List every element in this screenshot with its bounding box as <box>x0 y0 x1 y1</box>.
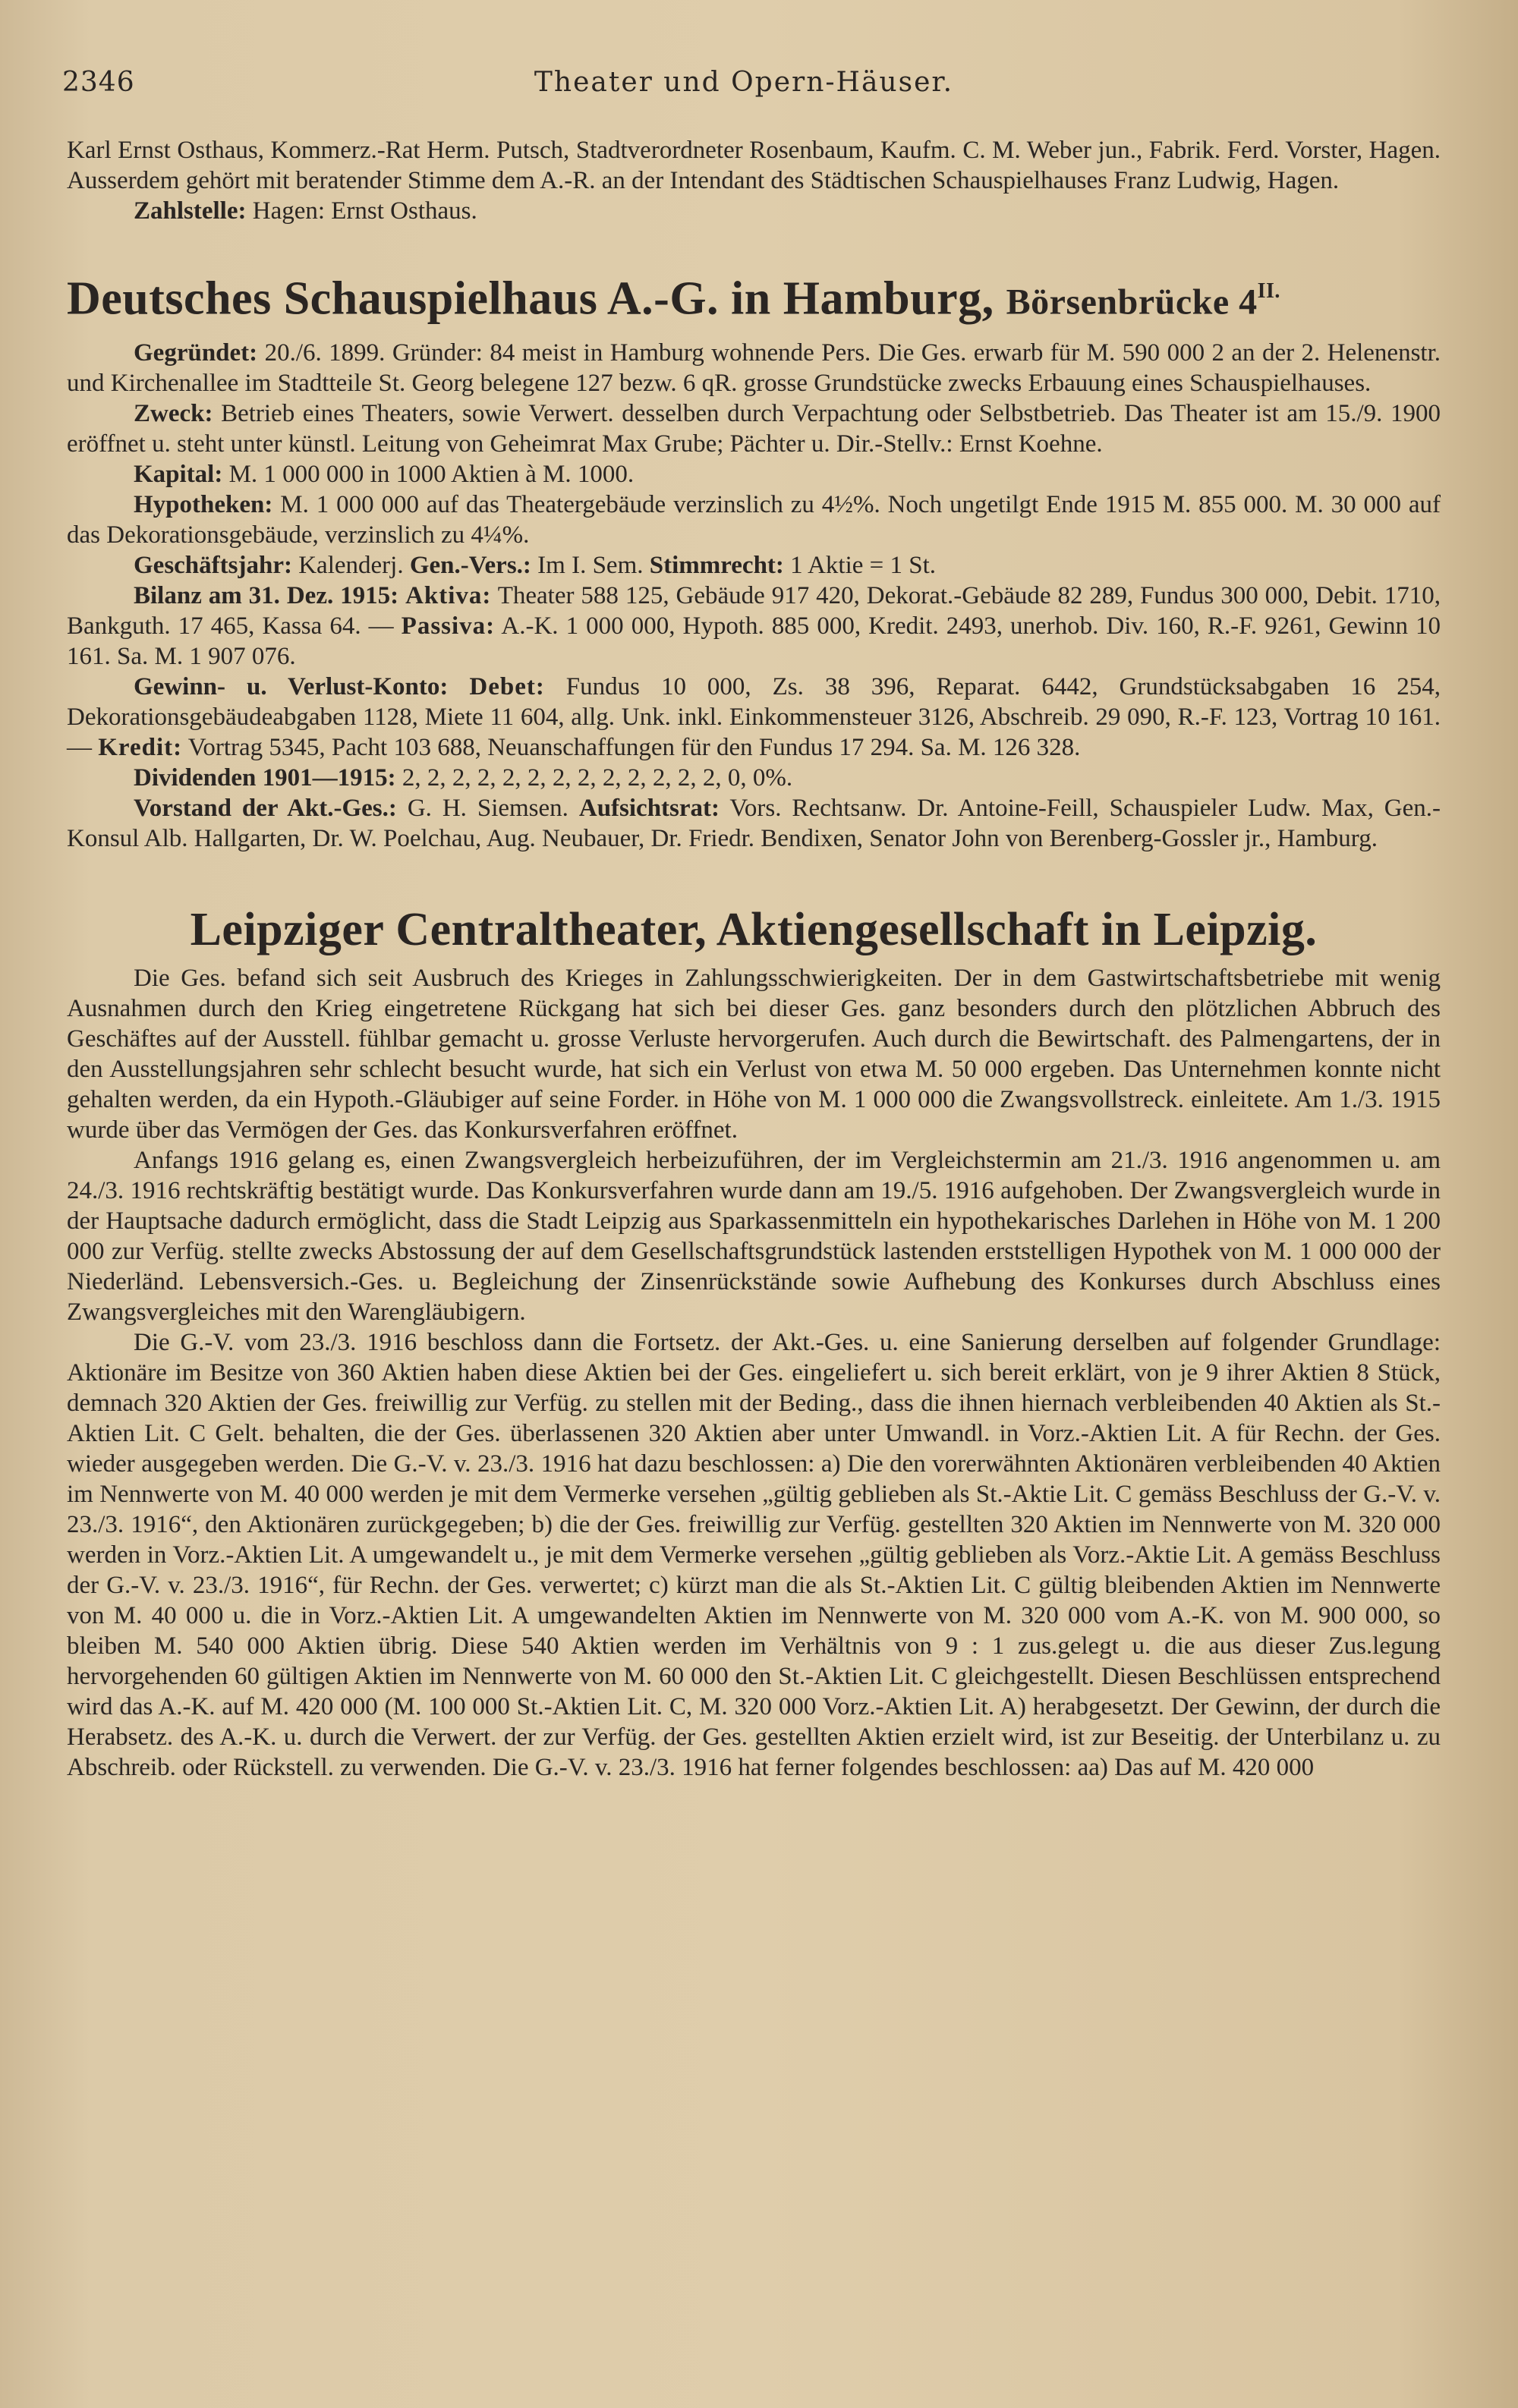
leipzig-paragraph-2: Anfangs 1916 gelang es, einen Zwangsvergleich herbeizuführen, der im Vergleichstermin am 21./3. 1916 angenommen u. am 24./3. 1916 rechtskräftig bestätigt wurde. Das Konkursverfahren wurde dann am 19./5. 1916 aufgehoben. Der Zwangsvergleich wurde in der Hauptsache dadurch ermöglicht, dass die Stadt Leipzig aus Sparkassenmitteln ein hypothekarisches Darlehen in Höhe von M. 1 200 000 zur Verfüg. stellte zwecks Abstossung der auf dem Gesellschaftsgrundstück lastenden erststelligen Hypothek von M. 1 000 000 der Niederländ. Lebensversich.-Ges. u. Begleichung der Zinsenrückstände sowie Aufhebung des Konkurses durch Abschluss eines Zwangsvergleiches mit den Warengläubigern. <box>67 1146 1441 1326</box>
intro-paragraph: Karl Ernst Osthaus, Kommerz.-Rat Herm. Putsch, Stadtverordneter Rosenbaum, Kaufm. C. M. Weber jun., Fabrik. Ferd. Vorster, Hagen. Ausserdem gehört mit beratender Stimme dem A.-R. an der Intendant des Städtischen Schauspielhauses Franz Ludwig, Hagen. <box>67 137 1441 194</box>
hamburg-dividenden: Dividenden 1901—1915: 2, 2, 2, 2, 2, 2, 2, 2, 2, 2, 2, 2, 2, 0, 0%. <box>134 763 793 792</box>
leipzig-paragraph-1: Die Ges. befand sich seit Ausbruch des Krieges in Zahlungsschwierigkeiten. Der in dem Gastwirtschaftsbetriebe mit wenig Ausnahmen durch den Krieg eingetretene Rückgang hat sich bei dieser Ges. ganz besonders durch den plötzlichen Abbruch des Geschäftes auf der Ausstell. fühlbar gemacht u. grosse Verluste hervorgerufen. Auch durch die Bewirtschaft. des Palmengartens, der in den Ausstellungsjahren sehr schlecht besucht wurde, hat sich ein Verlust von etwa M. 50 000 ergeben. Das Unternehmen konnte nicht gehalten werden, da ein Hypoth.-Gläubiger auf seine Forder. in Höhe von M. 1 000 000 die Zwangsvollstreck. einleitete. Am 1./3. 1915 wurde über das Vermögen der Ges. das Konkursverfahren eröffnet. <box>67 964 1441 1144</box>
running-title: Theater und Opern-Häuser. <box>534 67 954 98</box>
page-content <box>67 135 1441 1783</box>
page-number: 2346 <box>62 67 135 98</box>
zahlstelle-label: Zahlstelle: <box>134 197 247 225</box>
hamburg-section-title: Deutsches Schauspielhaus A.-G. in Hamburg, Börsenbrücke $4^{II.}$ <box>67 272 1280 325</box>
zahlstelle-line: Zahlstelle: Hagen: Ernst Osthaus. <box>134 197 477 225</box>
hamburg-zweck: Zweck: Betrieb eines Theaters, sowie Verwert. desselben durch Verpachtung oder Selbstbetrieb. Das Theater ist am 15./9. 1900 eröffnet u. steht unter künstl. Leitung von Geheimrat Max Grube; Pächter u. Dir.-Stellv.: Ernst Koehne. <box>67 399 1441 458</box>
hamburg-gegruendet: Gegründet: 20./6. 1899. Gründer: 84 meist in Hamburg wohnende Pers. Die Ges. erwarb für M. 590 000 2 an der 2. Helenenstr. und Kirchenallee im Stadtteile St. Georg belegene 127 bezw. 6 qR. grosse Grundstücke zwecks Erbauung eines Schauspielhauses. <box>67 338 1441 397</box>
hamburg-vorstand: Vorstand der Akt.-Ges.: G. H. Siemsen. Aufsichtsrat: Vors. Rechtsanw. Dr. Antoine-Feill, Schauspieler Ludw. Max, Gen.-Konsul Alb. Hallgarten, Dr. W. Poelchau, Aug. Neubauer, Dr. Friedr. Bendixen, Senator John von Berenberg-Gossler jr., Hamburg. <box>67 794 1441 852</box>
hamburg-hypotheken: Hypotheken: M. 1 000 000 auf das Theatergebäude verzinslich zu 4½%. Noch ungetilgt Ende 1915 M. 855 000. M. 30 000 auf das Dekorationsgebäude, verzinslich zu 4¼%. <box>67 490 1441 549</box>
leipzig-section-title: Leipziger Centraltheater, Aktiengesellschaft in Leipzig. <box>190 903 1318 955</box>
page-header <box>61 67 1427 112</box>
hamburg-geschaeftsjahr: Geschäftsjahr: Kalenderj. Gen.-Vers.: Im I. Sem. Stimmrecht: 1 Aktie = 1 St. <box>134 551 937 579</box>
hamburg-bilanz: Bilanz am 31. Dez. 1915: Aktiva: Theater 588 125, Gebäude 917 420, Dekorat.-Gebäude 82 289, Fundus 300 000, Debit. 1710, Bankguth. 17 465, Kassa 64. — Passiva: A.-K. 1 000 000, Hypoth. 885 000, Kredit. 2493, unerhob. Div. 160, R.-F. 9261, Gewinn 10 161. Sa. M. 1 907 076. <box>67 581 1441 670</box>
hamburg-kapital: Kapital: M. 1 000 000 in 1000 Aktien à M. 1000. <box>134 460 635 488</box>
leipzig-paragraph-3: Die G.-V. vom 23./3. 1916 beschloss dann die Fortsetz. der Akt.-Ges. u. eine Sanierung derselben auf folgender Grundlage: Aktionäre im Besitze von 360 Aktien haben diese Aktien bei der Ges. eingeliefert u. sich bereit erklärt, von je 9 ihrer Aktien 8 Stück, demnach 320 Aktien der Ges. freiwillig zur Verfüg. zu stellen mit der Beding., dass die ihnen hiernach verbleibenden 40 Aktien als St.-Aktien Lit. C Gelt. behalten, die der Ges. überlassenen 320 Aktien aber unter Umwandl. in Vorz.-Aktien Lit. A für Rechn. der Ges. wieder ausgegeben werden. Die G.-V. v. 23./3. 1916 hat dazu beschlossen: a) Die den vorerwähnten Aktionären verbleibenden 40 Aktien im Nennwerte von M. 40 000 werden je mit dem Vermerke versehen „gültig geblieben als St.-Aktie Lit. C gemäss Beschluss der G.-V. v. 23./3. 1916“, den Aktionären zurückgegeben; b) die der Ges. freiwillig zur Verfüg. gestellten 320 Aktien im Nennwerte von M. 320 000 werden in Vorz.-Aktien Lit. A umgewandelt u., je mit dem Vermerke versehen „gültig geblieben als Vorz.-Aktie Lit. A gemäss Beschluss der G.-V. v. 23./3. 1916“, für Rechn. der Ges. verwertet; c) kürzt man die als St.-Aktien Lit. C gültig bleibenden Aktien im Nennwerte von M. 40 000 u. die in Vorz.-Aktien Lit. A umgewandelten Aktien im Nennwerte von M. 320 000 vom A.-K. von M. 900 000, so bleiben M. 540 000 Aktien übrig. Diese 540 Aktien werden im Verhältnis von 9 : 1 zus.gelegt u. die aus dieser Zus.legung hervorgehenden 60 gültigen Aktien im Nennwerte von M. 60 000 den St.-Aktien Lit. C gleichgestellt. Diesen Beschlüssen entsprechend wird das A.-K. auf M. 420 000 (M. 100 000 St.-Aktien Lit. C, M. 320 000 Vorz.-Aktien Lit. A) herabgesetzt. Der Gewinn, der durch die Herabsetz. des A.-K. u. durch die Verwert. der zur Verfüg. der Ges. gestellten Aktien erzielt wird, ist zur Beseitig. der Unterbilanz u. zu Abschreib. oder Rückstell. zu verwenden. Die G.-V. v. 23./3. 1916 hat ferner folgendes beschlossen: aa) Das auf M. 420 000 <box>67 1328 1441 1781</box>
hamburg-guv: Gewinn- u. Verlust-Konto: Debet: Fundus 10 000, Zs. 38 396, Reparat. 6442, Grundstücksabgaben 16 254, Dekorationsgebäudeabgaben 1128, Miete 11 604, allg. Unk. inkl. Einkommensteuer 3126, Abschreib. 29 090, R.-F. 123, Vortrag 10 161. — Kredit: Vortrag 5345, Pacht 103 688, Neuanschaffungen für den Fundus 17 294. Sa. M. 126 328. <box>67 672 1441 761</box>
